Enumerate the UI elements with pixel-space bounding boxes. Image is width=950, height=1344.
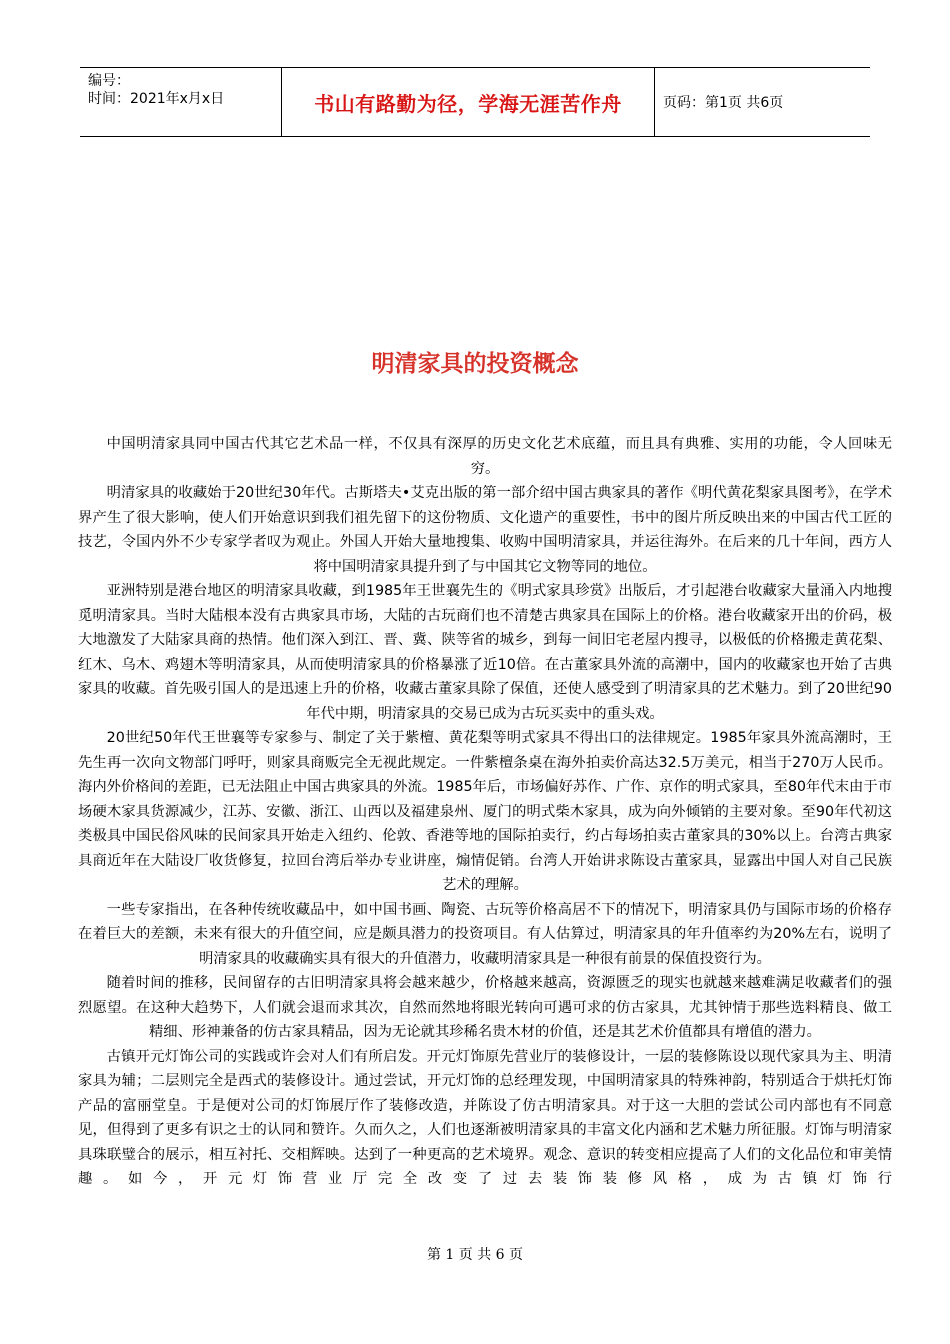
- paragraph: 20世纪50年代王世襄等专家参与、制定了关于紫檀、黄花梨等明式家具不得出口的法律规定。1985年家具外流高潮时，王先生再一次向文物部门呼吁，则家具商贩完全无视此规定。一件紫檀条桌在海外拍卖价高达32.5万美元，相当于270万人民币。海内外价格间的差距，已无法阻止中国古典家具的外流。1985年后，市场偏好苏作、广作、京作的明式家具，至80年代末由于市场硬木家具货源减少，江苏、安徽、浙江、山西以及福建泉州、厦门的明式柴木家具，成为向外倾销的主要对象。至90年代初这类极具中国民俗风味的民间家具开始走入纽约、伦敦、香港等地的国际拍卖行，约占每场拍卖古董家具的30%以上。台湾古典家具商近年在大陆设厂收货修复，拉回台湾后举办专业讲座，煽情促销。台湾人开始讲求陈设古董家具，显露出中国人对自己民族艺术的理解。: [78, 730, 892, 893]
- header-page-info: 页码：第1页 共6页: [663, 95, 784, 111]
- paragraph: 一些专家指出，在各种传统收藏品中，如中国书画、陶瓷、古玩等价格高居不下的情况下，明清家具仍与国际市场的价格存在着巨大的差额，未来有很大的升值空间，应是颇具潜力的投资项目。有人估算过，明清家具的年升值率约为20%左右，说明了明清家具的收藏确实具有很大的升值潜力，收藏明清家具是一种很有前景的保值投资行为。: [78, 901, 892, 967]
- paragraph: 亚洲特别是港台地区的明清家具收藏，到1985年王世襄先生的《明式家具珍赏》出版后，才引起港台收藏家大量涌入内地搜觅明清家具。当时大陆根本没有古典家具市场，大陆的古玩商们也不清楚古典家具在国际上的价格。港台收藏家开出的价码，极大地激发了大陆家具商的热情。他们深入到江、晋、冀、陕等省的城乡，到每一间旧宅老屋内搜寻，以极低的价格搬走黄花梨、红木、乌木、鸡翅木等明清家具，从而使明清家具的价格暴涨了近10倍。在古董家具外流的高潮中，国内的收藏家也开始了古典家具的收藏。首先吸引国人的是迅速上升的价格，收藏古董家具除了保值，还使人感受到了明清家具的艺术魅力。到了20世纪90年代中期，明清家具的交易已成为古玩买卖中的重头戏。: [78, 583, 892, 722]
- paragraph: 随着时间的推移，民间留存的古旧明清家具将会越来越少，价格越来越高，资源匮乏的现实也就越来越难满足收藏者们的强烈愿望。在这种大趋势下，人们就会退而求其次，自然而然地将眼光转向可遇可求的仿古家具，尤其钟情于那些选料精良、做工精细、形神兼备的仿古家具精品，因为无论就其珍稀名贵木材的价值，还是其艺术价值都具有增值的潜力。: [78, 975, 892, 1040]
- page-footer: 第 1 页 共 6 页: [426, 1247, 524, 1263]
- document-body: [78, 432, 892, 1192]
- paragraph: 明清家具的收藏始于20世纪30年代。古斯塔夫•艾克出版的第一部介绍中国古典家具的著作《明代黄花梨家具图考》，在学术界产生了很大影响，使人们开始意识到我们祖先留下的这份物质、文化遗产的重要性，书中的图片所反映出来的中国古代工匠的技艺，令国内外不少专家学者叹为观止。外国人开始大量地搜集、收购中国明清家具，并运往海外。在后来的几十年间，西方人将中国明清家具提升到了与中国其它文物等同的地位。: [78, 485, 892, 575]
- header-meta: [80, 68, 281, 136]
- paragraph: 中国明清家具同中国古代其它艺术品一样，不仅具有深厚的历史文化艺术底蕴，而且具有典雅、实用的功能，令人回味无穷。: [106, 436, 892, 477]
- document-title: 明清家具的投资概念: [371, 351, 579, 377]
- document-header: [80, 67, 870, 137]
- date-label: 时间：2021年x月x日: [88, 91, 225, 107]
- paragraph: 古镇开元灯饰公司的实践或许会对人们有所启发。开元灯饰原先营业厅的装修设计，一层的装修陈设以现代家具为主、明清家具为辅；二层则完全是西式的装修设计。通过尝试，开元灯饰的总经理发现，中国明清家具的特殊神韵，特别适合于烘托灯饰产品的富丽堂皇。于是便对公司的灯饰展厅作了装修改造，并陈设了仿古明清家具。对于这一大胆的尝试公司内部也有不同意见，但得到了更多有识之士的认同和赞许。久而久之，人们也逐渐被明清家具的丰富文化内涵和艺术魅力所征服。灯饰与明清家具珠联璧合的展示，相互衬托、交相辉映。达到了一种更高的艺术境界。观念、意识的转变相应提高了人们的文化品位和审美情趣。如今，开元灯饰营业厅完全改变了过去装饰装修风格，成为古镇灯饰行: [78, 1048, 892, 1187]
- number-label: 编号：: [88, 73, 130, 89]
- header-motto: 书山有路勤为径，学海无涯苦作舟: [281, 68, 655, 136]
